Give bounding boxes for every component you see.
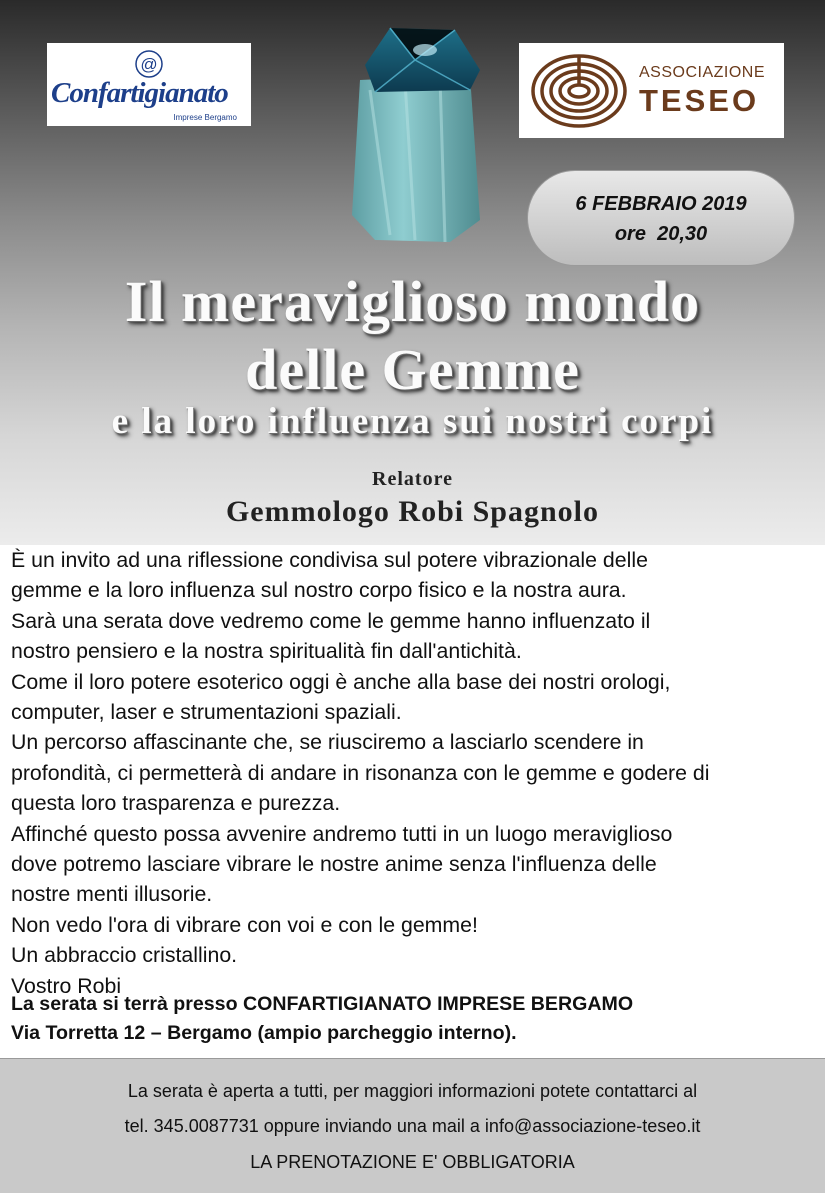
- venue-address: Via Torretta 12 – Bergamo (ampio parcheggio interno).: [11, 1022, 517, 1044]
- body-line: nostre menti illusorie.: [11, 882, 213, 907]
- footer-info-line: La serata è aperta a tutti, per maggiori informazioni potete contattarci al: [127, 1081, 698, 1101]
- venue-line-1: La serata si terrà presso CONFARTIGIANATO IMPRESE BERGAMO: [11, 993, 634, 1015]
- confartigianato-wordmark: Confartigianato: [51, 77, 228, 109]
- event-date: 6 FEBBRAIO 2019: [575, 193, 747, 215]
- body-line: profondità, ci permetterà di andare in risonanza con le gemme e godere di: [11, 760, 710, 785]
- booking-required-notice: LA PRENOTAZIONE E' OBBLIGATORIA: [250, 1152, 575, 1172]
- body-line: Un abbraccio cristallino.: [11, 943, 238, 968]
- footer-contact-line[interactable]: tel. 345.0087731 oppure inviando una mail a info@associazione-teseo.it: [124, 1116, 701, 1136]
- body-line: È un invito ad una riflessione condivisa sul potere vibrazionale delle: [11, 548, 648, 572]
- hero-banner: [0, 0, 825, 545]
- event-date-badge: [527, 170, 795, 266]
- title-line-2: delle Gemme: [245, 337, 580, 402]
- body-line: Non vedo l'ora di vibrare con voi e con le gemme!: [11, 912, 478, 937]
- aquamarine-gem-image: [330, 20, 500, 250]
- labyrinth-icon: [529, 52, 629, 130]
- teseo-name: TESEO: [639, 83, 760, 118]
- associazione-teseo-logo[interactable]: [519, 43, 784, 138]
- body-line: computer, laser e strumentazioni spaziali.: [11, 700, 402, 725]
- invitation-text: [11, 545, 816, 1001]
- event-time: ore 20,30: [614, 223, 708, 245]
- body-line: Come il loro potere esoterico oggi è anche alla base dei nostri orologi,: [11, 669, 671, 694]
- speaker-label: Relatore: [372, 468, 453, 490]
- contact-footer: [0, 1058, 825, 1193]
- body-line: Un percorso affascinante che, se riusciremo a lasciarlo scendere in: [11, 730, 644, 755]
- subtitle: e la loro influenza sui nostri corpi: [111, 401, 714, 442]
- speaker-name: Gemmologo Robi Spagnolo: [225, 495, 600, 528]
- body-line: questa loro trasparenza e purezza.: [11, 791, 341, 816]
- confartigianato-subtitle: Imprese Bergamo: [173, 113, 237, 122]
- body-line: Vostro Robi: [11, 973, 122, 998]
- body-line: dove potremo lasciare vibrare le nostre anime senza l'influenza delle: [11, 852, 657, 877]
- title-line-1: Il meraviglioso mondo: [124, 269, 701, 334]
- body-line: nostro pensiero e la nostra spiritualità fin dall'antichità.: [11, 639, 522, 664]
- venue-info: [11, 990, 633, 1048]
- teseo-assoc-label: ASSOCIAZIONE: [639, 64, 766, 81]
- body-line: Sarà una serata dove vedremo come le gemme hanno influenzato il: [11, 608, 651, 633]
- body-line: gemme e la loro influenza sul nostro corpo fisico e la nostra aura.: [11, 578, 627, 603]
- svg-text:@: @: [140, 55, 158, 74]
- body-line: Affinché questo possa avvenire andremo tutti in un luogo meraviglioso: [11, 821, 673, 846]
- confartigianato-logo[interactable]: [47, 43, 251, 126]
